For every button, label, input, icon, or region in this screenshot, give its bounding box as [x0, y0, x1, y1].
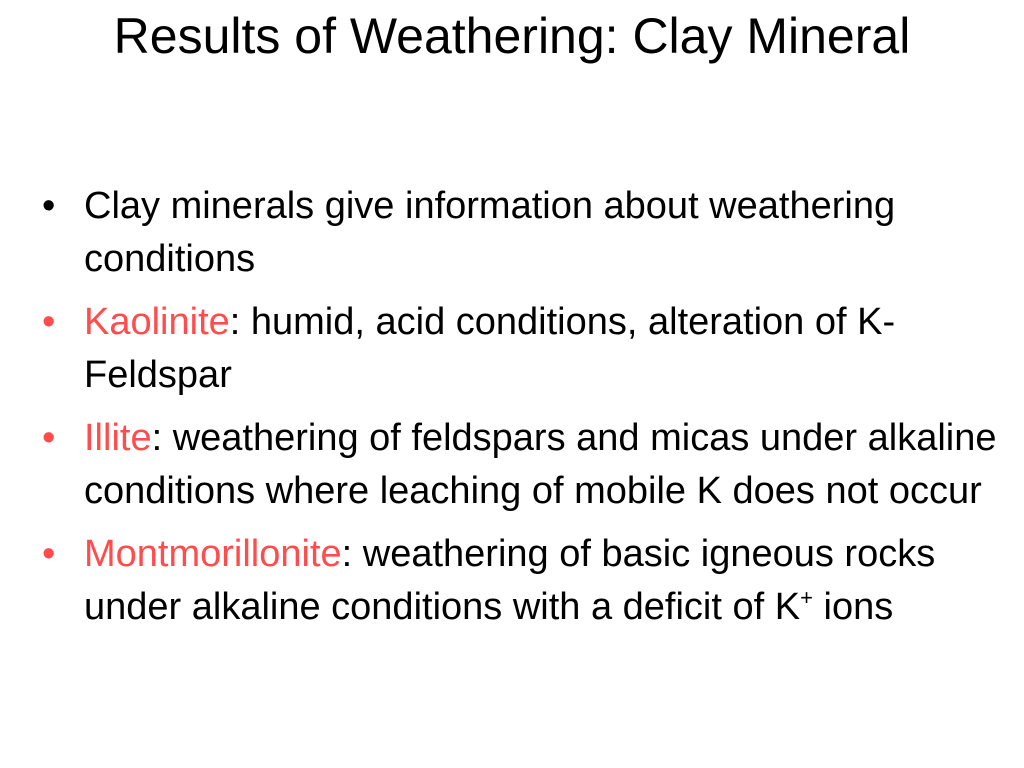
bullet-text: : humid, acid conditions, alteration of K-Feldspar: [84, 301, 896, 396]
bullet-text: : weathering of basic igneous rocks under alkaline conditions with a deficit of K: [84, 533, 936, 628]
mineral-term-kaolinite: Kaolinite: [84, 301, 230, 343]
bullet-item-kaolinite: [42, 296, 1002, 402]
bullet-text: Clay minerals give information about weathering conditions: [84, 185, 896, 280]
bullet-marker: •: [42, 533, 56, 575]
bullet-item-montmorillonite: [42, 528, 1002, 634]
bullet-marker: •: [42, 417, 56, 459]
bullet-text-end: ions: [812, 586, 894, 628]
bullet-list: [42, 180, 1002, 644]
mineral-term-illite: Illite: [84, 417, 152, 459]
bullet-item-clay-minerals: [42, 180, 1002, 286]
bullet-text: : weathering of feldspars and micas under alkaline conditions where leaching of mobile K does not occur: [84, 417, 997, 512]
bullet-marker: •: [42, 185, 56, 227]
bullet-marker: •: [42, 301, 56, 343]
bullet-item-illite: [42, 412, 1002, 518]
superscript-plus: +: [800, 585, 813, 610]
slide-title: Results of Weathering: Clay Mineral: [113, 8, 911, 64]
mineral-term-montmorillonite: Montmorillonite: [84, 533, 342, 575]
